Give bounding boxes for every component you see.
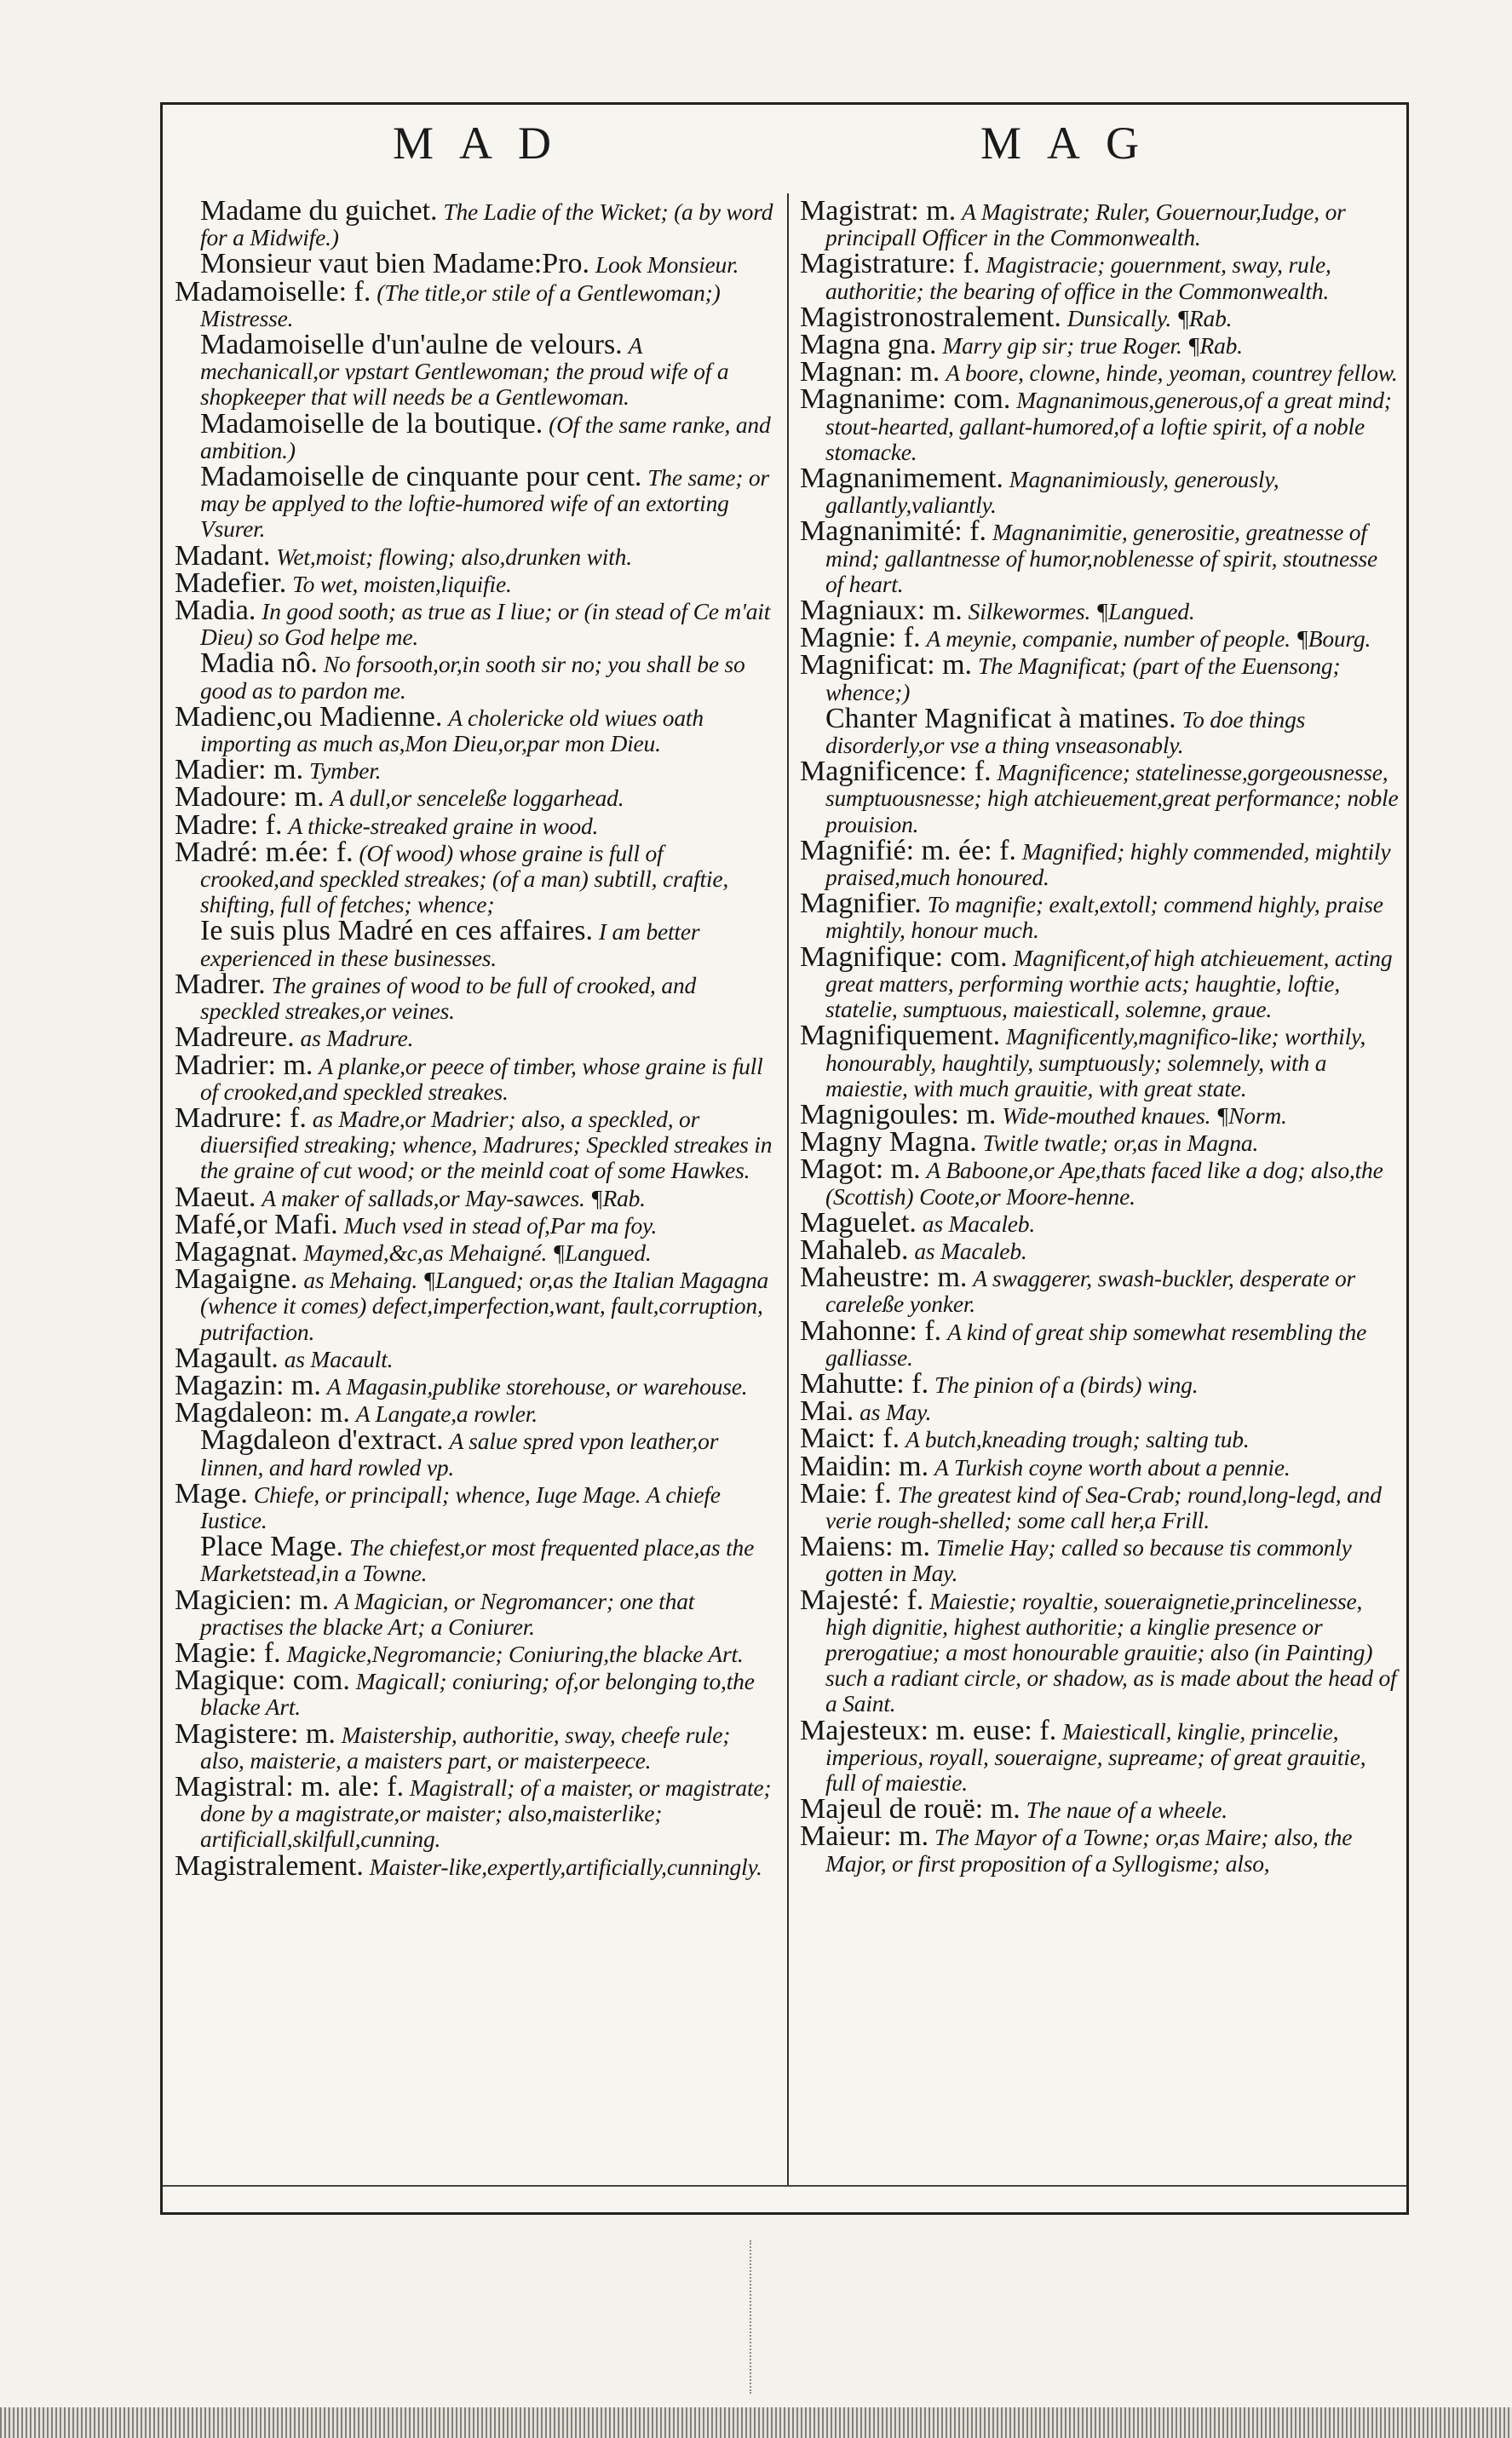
entry-headword: Madrer.: [175, 968, 266, 1000]
bottom-rule: [163, 2185, 1406, 2187]
dictionary-entry: [800, 702, 1400, 759]
entry-definition: as Madre,or Madrier; also, a speckled, or diuersified streaking; whence, Madrures; Speckled streakes in the graine of cut wood; or the meinld coat of some Hawkes.: [200, 1105, 773, 1184]
entry-definition: Tymber.: [308, 757, 382, 785]
entry-headword: Ie suis plus Madré en ces affaires.: [200, 915, 594, 947]
dictionary-entry: [175, 1208, 776, 1240]
entry-definition: Twitle twatle; or,as in Magna.: [982, 1130, 1259, 1157]
entry-headword: Maidin: m.: [800, 1450, 929, 1482]
dictionary-entry: [175, 1263, 776, 1345]
dictionary-entry: [175, 461, 776, 543]
entry-headword: Magnanimité: f.: [800, 515, 987, 548]
dictionary-entry: [800, 383, 1400, 465]
dictionary-entry: [800, 834, 1400, 891]
entry-definition: Maymed,&c,as Mehaigné. ¶Langued.: [303, 1239, 652, 1266]
dictionary-entry: [175, 1049, 776, 1105]
entry-definition: A swaggerer, swash-buckler, desperate or careleße yonker.: [825, 1265, 1356, 1318]
page-frame: [160, 102, 1409, 2215]
dictionary-entry: [175, 1424, 776, 1481]
entry-definition: Silkewormes. ¶Langued.: [968, 598, 1195, 625]
entry-definition: Magnanimitie, generositie, greatnesse of mind; gallantnesse of humor,noblenesse of spirit, stoutnesse of heart.: [825, 519, 1377, 597]
entry-headword: Madant.: [175, 539, 271, 572]
dictionary-entry: [800, 1262, 1400, 1318]
dictionary-entry: [175, 647, 776, 704]
dictionary-entry: [800, 329, 1400, 361]
dictionary-entry: [800, 1126, 1400, 1159]
entry-headword: Maie: f.: [800, 1477, 892, 1509]
entry-headword: Madre: f.: [175, 808, 283, 841]
entry-definition: In good sooth; as true as I liue; or (in stead of Ce m'ait Dieu) so God helpe me.: [200, 598, 771, 651]
entry-definition: Dunsically. ¶Rab.: [1066, 304, 1233, 331]
entry-definition: (The title,or stile of a Gentlewoman;) Mistresse.: [200, 279, 721, 331]
entry-headword: Magistronostralement.: [800, 301, 1061, 333]
entry-definition: (Of wood) whose graine is full of crooked,and speckled streakes; (of a man) subtill, craftie, shifting, full of fetches; whence;: [200, 839, 729, 918]
entry-headword: Magagnat.: [175, 1235, 298, 1268]
entry-definition: The chiefest,or most frequented place,as the Marketstead,in a Towne.: [200, 1534, 755, 1587]
entry-definition: A butch,kneading trough; salting tub.: [905, 1426, 1250, 1453]
dictionary-entry: [800, 1793, 1400, 1826]
entry-definition: The naue of a wheele.: [1026, 1797, 1227, 1824]
right-column: [800, 195, 1400, 1877]
dictionary-entry: [175, 754, 776, 786]
dictionary-entry: [800, 649, 1400, 705]
entry-headword: Madia.: [175, 595, 256, 627]
entry-definition: Maiesticall, kinglie, princelie, imperious, royall, soueraigne, supreame; of great grauitie, full of maiestie.: [825, 1717, 1366, 1796]
entry-headword: Madier: m.: [175, 754, 304, 786]
dictionary-entry: [175, 781, 776, 814]
dictionary-entry: [800, 1714, 1400, 1797]
dictionary-entry: [800, 940, 1400, 1023]
entry-definition: as Macaleb.: [922, 1210, 1035, 1237]
entry-definition: Maistership, authoritie, sway, cheefe rule; also, maisterie, a maisters part, or maisterpeece.: [200, 1721, 731, 1774]
entry-definition: A meynie, companie, number of people. ¶Bourg.: [926, 625, 1371, 653]
entry-headword: Magnifié: m. ée: f.: [800, 834, 1016, 866]
entry-headword: Majesteux: m. euse: f.: [800, 1714, 1057, 1746]
entry-headword: Monsieur vaut bien Madame:Pro.: [200, 248, 590, 280]
entry-definition: A Magistrate; Ruler, Gouernour,Iudge, or principall Officer in the Commonwealth.: [825, 198, 1346, 251]
dictionary-entry: [175, 195, 776, 251]
entry-headword: Magie: f.: [175, 1636, 281, 1669]
dictionary-entry: [175, 275, 776, 331]
entry-definition: Much vsed in stead of,Par ma foy.: [343, 1211, 658, 1239]
dictionary-entry: [175, 1181, 776, 1213]
entry-definition: Magnificence; statelinesse,gorgeousnesse, sumptuousnesse; high atchieuement,great performance; noble prouision.: [825, 759, 1399, 837]
dictionary-entry: [800, 1206, 1400, 1239]
dictionary-entry: [175, 1101, 776, 1184]
entry-definition: To doe things disorderly,or vse a thing vnseasonably.: [825, 705, 1306, 759]
dictionary-entry: [800, 1531, 1400, 1587]
entry-definition: Timelie Hay; called so because tis commonly gotten in May.: [825, 1534, 1352, 1587]
dictionary-entry: [800, 356, 1400, 388]
entry-headword: Magna gna.: [800, 329, 937, 361]
dictionary-entry: [800, 1098, 1400, 1130]
entry-definition: A Magasin,publike storehouse, or warehouse.: [326, 1372, 748, 1400]
dictionary-entry: [800, 1584, 1400, 1717]
dictionary-entry: [800, 463, 1400, 519]
entry-headword: Madamoiselle d'un'aulne de velours.: [200, 329, 623, 361]
entry-definition: Look Monsieur.: [595, 251, 739, 279]
entry-headword: Madame du guichet.: [200, 195, 438, 227]
entry-headword: Madienc,ou Madienne.: [175, 700, 443, 733]
entry-headword: Magot: m.: [800, 1153, 921, 1186]
dictionary-entry: [175, 1477, 776, 1533]
dictionary-entry: [800, 195, 1400, 251]
running-header: [163, 112, 1406, 188]
entry-headword: Mai.: [800, 1395, 854, 1428]
entry-definition: A mechanicall,or vpstart Gentlewoman; the proud wife of a shopkeeper that will needs be a Gentlewoman.: [200, 332, 729, 411]
entry-headword: Madrier: m.: [175, 1049, 313, 1081]
dictionary-entry: [175, 1849, 776, 1882]
entry-definition: The greatest kind of Sea-Crab; round,long-legd, and verie rough-shelled; some call her,a Frill.: [825, 1481, 1382, 1533]
dictionary-entry: [175, 407, 776, 463]
entry-headword: Madefier.: [175, 566, 287, 599]
dictionary-entry: [175, 700, 776, 757]
entry-definition: (Of the same ranke, and ambition.): [200, 411, 771, 463]
entry-definition: A Langate,a rowler.: [355, 1400, 538, 1428]
entry-headword: Magdaleon: m.: [175, 1397, 350, 1429]
entry-headword: Magistrature: f.: [800, 248, 980, 280]
right-running-head: MAG: [980, 118, 1165, 169]
entry-definition: as Madrure.: [300, 1025, 414, 1052]
entry-definition: as Macaleb.: [914, 1237, 1027, 1264]
dictionary-entry: [175, 1235, 776, 1268]
dictionary-entry: [175, 1770, 776, 1853]
entry-definition: I am better experienced in these businesses.: [200, 918, 700, 971]
entry-definition: A maker of sallads,or May-sawces. ¶Rab.: [262, 1184, 646, 1211]
dictionary-entry: [175, 1665, 776, 1721]
dictionary-entry: [175, 1397, 776, 1429]
entry-definition: as May.: [859, 1399, 932, 1426]
dictionary-entry: [800, 1423, 1400, 1455]
entry-headword: Madoure: m.: [175, 781, 325, 814]
dictionary-entry: [800, 1153, 1400, 1210]
entry-headword: Magny Magna.: [800, 1126, 977, 1159]
entry-definition: A boore, clowne, hinde, yeoman, countrey fellow.: [946, 359, 1398, 387]
dictionary-entry: [800, 1477, 1400, 1533]
entry-definition: Wide-mouthed knaues. ¶Norm.: [1002, 1101, 1287, 1129]
entry-headword: Madia nô.: [200, 647, 318, 680]
entry-headword: Majesté: f.: [800, 1584, 924, 1616]
entry-headword: Chanter Magnificat à matines.: [825, 702, 1176, 734]
entry-headword: Mahutte: f.: [800, 1367, 929, 1400]
left-column: [175, 195, 776, 1882]
left-running-head: MAD: [393, 118, 578, 169]
dictionary-entry: [175, 1584, 776, 1640]
entry-headword: Magniaux: m.: [800, 595, 963, 627]
entry-headword: Maheustre: m.: [800, 1262, 968, 1294]
dictionary-entry: [175, 566, 776, 599]
dictionary-entry: [175, 539, 776, 572]
entry-headword: Madreure.: [175, 1021, 295, 1054]
entry-definition: A planke,or peece of timber, whose graine is full of crooked,and speckled streakes.: [200, 1052, 763, 1105]
dictionary-entry: [800, 1233, 1400, 1266]
entry-headword: Magault.: [175, 1342, 279, 1374]
entry-headword: Maguelet.: [800, 1206, 917, 1239]
entry-definition: as Mehaing. ¶Langued; or,as the Italian Magagna (whence it comes) defect,imperfection,want, fault,corruption, putrifaction.: [200, 1267, 769, 1345]
dictionary-entry: [800, 888, 1400, 944]
entry-definition: Magnificently,magnifico-like; worthily, honourably, haughtily, sumptuously; solemnely, with a maiestie, with much grauitie, with great state.: [825, 1023, 1366, 1101]
entry-headword: Place Mage.: [200, 1531, 344, 1563]
entry-definition: The same; or may be applyed to the loftie-humored wife of an extorting Vsurer.: [200, 464, 769, 543]
entry-headword: Magnie: f.: [800, 622, 921, 654]
entry-definition: A Baboone,or Ape,thats faced like a dog; also,the (Scottish) Coote,or Moore-henne.: [825, 1157, 1383, 1210]
dictionary-entry: [175, 836, 776, 918]
dictionary-entry: [175, 248, 776, 280]
entry-headword: Madamoiselle de la boutique.: [200, 407, 543, 440]
entry-headword: Magnifier.: [800, 888, 922, 920]
entry-definition: To magnifie; exalt,extoll; commend highly, praise mightily, honour much.: [825, 891, 1383, 944]
dictionary-entry: [175, 1717, 776, 1774]
entry-headword: Mahonne: f.: [800, 1314, 942, 1347]
dictionary-entry: [800, 1367, 1400, 1400]
entry-headword: Maieur: m.: [800, 1820, 929, 1853]
scan-edge-strip: [0, 2407, 1512, 2438]
entry-headword: Magique: com.: [175, 1665, 350, 1697]
column-divider: [787, 193, 789, 2187]
entry-definition: Magistrall; of a maister, or magistrate; done by a magistrate,or maister; also,maisterlike; artificiall,skilfull,cunning.: [200, 1774, 772, 1853]
dictionary-entry: [800, 248, 1400, 304]
dictionary-entry: [175, 968, 776, 1025]
entry-headword: Magistralement.: [175, 1849, 364, 1882]
entry-headword: Majeul de rouë: m.: [800, 1793, 1020, 1826]
entry-definition: To wet, moisten,liquifie.: [292, 570, 512, 597]
entry-definition: The Ladie of the Wicket; (a by word for a Midwife.): [200, 198, 773, 251]
dictionary-entry: [175, 1636, 776, 1669]
dictionary-entry: [800, 1395, 1400, 1428]
dictionary-entry: [175, 1021, 776, 1054]
entry-headword: Magaigne.: [175, 1263, 298, 1296]
entry-headword: Mage.: [175, 1477, 248, 1509]
entry-definition: Magnanimous,generous,of a great mind; stout-hearted, gallant-humored,of a loftie spirit, of a noble stomacke.: [825, 387, 1392, 465]
dictionary-entry: [175, 1531, 776, 1587]
dictionary-entry: [800, 1020, 1400, 1101]
entry-definition: The graines of wood to be full of crooked, and speckled streakes,or veines.: [200, 971, 697, 1025]
dictionary-entry: [800, 301, 1400, 333]
dictionary-entry: [175, 915, 776, 971]
entry-definition: Maiestie; royaltie, soueraignetie,princelinesse, high dignitie, highest authoritie; a kinglie presence or prerogatiue; a most honourable grauitie; also (in Painting) such a radiant circle, or shadow, as is made about the head of a Saint.: [825, 1587, 1397, 1717]
dictionary-entry: [800, 1820, 1400, 1877]
entry-definition: A salue spred vpon leather,or linnen, and hard rowled vp.: [200, 1428, 719, 1481]
dictionary-entry: [800, 1314, 1400, 1371]
entry-headword: Mafé,or Mafi.: [175, 1208, 338, 1240]
entry-definition: The pinion of a (birds) wing.: [934, 1371, 1199, 1398]
entry-headword: Magnan: m.: [800, 356, 940, 388]
entry-definition: Magicke,Negromancie; Coniuring,the blacke Art.: [286, 1640, 744, 1667]
scan-artifact: [750, 2240, 768, 2394]
entry-headword: Mahaleb.: [800, 1233, 909, 1266]
dictionary-entry: [175, 808, 776, 841]
entry-headword: Magnificat: m.: [800, 649, 973, 681]
entry-definition: Magistracie; gouernment, sway, rule, authoritie; the bearing of office in the Commonwealth.: [825, 251, 1331, 304]
dictionary-entry: [800, 1450, 1400, 1482]
dictionary-entry: [800, 515, 1400, 597]
entry-headword: Madamoiselle de cinquante pour cent.: [200, 461, 642, 493]
entry-headword: Magicien: m.: [175, 1584, 330, 1616]
entry-definition: as Macault.: [284, 1345, 394, 1372]
entry-headword: Magnificence: f.: [800, 756, 992, 788]
entry-headword: Magistral: m. ale: f.: [175, 1770, 405, 1803]
entry-definition: A Magician, or Negromancer; one that practises the blacke Art; a Coniurer.: [200, 1587, 695, 1640]
entry-definition: Magnanimiously, generously, gallantly,valiantly.: [825, 466, 1279, 519]
dictionary-entry: [800, 622, 1400, 654]
entry-definition: Magicall; coniuring; of,or belonging to,the blacke Art.: [200, 1668, 755, 1721]
entry-headword: Madamoiselle: f.: [175, 275, 371, 308]
entry-definition: The Mayor of a Towne; or,as Maire; also, the Major, or first proposition of a Syllogisme; also,: [825, 1824, 1353, 1877]
entry-definition: Wet,moist; flowing; also,drunken with.: [276, 543, 632, 570]
entry-headword: Magistrat: m.: [800, 195, 957, 227]
entry-definition: No forsooth,or,in sooth sir no; you shall be so good as to pardon me.: [200, 651, 745, 704]
entry-headword: Magdaleon d'extract.: [200, 1424, 444, 1457]
entry-definition: Magnificent,of high atchieuement, acting great matters, performing worthie acts; haughtie, loftie, statelie, sumptuous, maiesticall, solemne, graue.: [825, 944, 1393, 1023]
entry-headword: Magistere: m.: [175, 1717, 336, 1750]
dictionary-entry: [175, 1342, 776, 1374]
entry-headword: Madré: m.ée: f.: [175, 836, 354, 868]
entry-definition: A thicke-streaked graine in wood.: [288, 812, 599, 839]
entry-headword: Magnanimement.: [800, 463, 1003, 495]
entry-definition: Maister-like,expertly,artificially,cunningly.: [369, 1853, 762, 1880]
entry-headword: Magazin: m.: [175, 1369, 321, 1401]
entry-definition: A Turkish coyne worth about a pennie.: [934, 1453, 1291, 1481]
entry-headword: Maiens: m.: [800, 1531, 930, 1563]
dictionary-entry: [175, 1369, 776, 1401]
entry-headword: Maeut.: [175, 1181, 256, 1213]
entry-headword: Magnifique: com.: [800, 940, 1008, 973]
entry-definition: Chiefe, or principall; whence, Iuge Mage. A chiefe Iustice.: [200, 1481, 721, 1533]
dictionary-entry: [175, 595, 776, 651]
entry-headword: Maict: f.: [800, 1423, 900, 1455]
entry-headword: Magnigoules: m.: [800, 1098, 997, 1130]
entry-headword: Magnanime: com.: [800, 383, 1011, 416]
entry-headword: Magnifiquement.: [800, 1020, 1001, 1052]
entry-definition: A dull,or senceleße loggarhead.: [330, 785, 624, 812]
entry-definition: A cholericke old wiues oath importing as much as,Mon Dieu,or,par mon Dieu.: [200, 704, 704, 757]
entry-definition: Marry gip sir; true Roger. ¶Rab.: [942, 332, 1243, 359]
entry-definition: Magnified; highly commended, mightily praised,much honoured.: [825, 837, 1391, 891]
dictionary-entry: [800, 756, 1400, 837]
dictionary-entry: [800, 595, 1400, 627]
entry-definition: A kind of great ship somewhat resembling the galliasse.: [825, 1318, 1367, 1371]
entry-headword: Madrure: f.: [175, 1101, 307, 1134]
dictionary-entry: [175, 329, 776, 411]
entry-definition: The Magnificat; (part of the Euensong; whence;): [825, 653, 1341, 705]
